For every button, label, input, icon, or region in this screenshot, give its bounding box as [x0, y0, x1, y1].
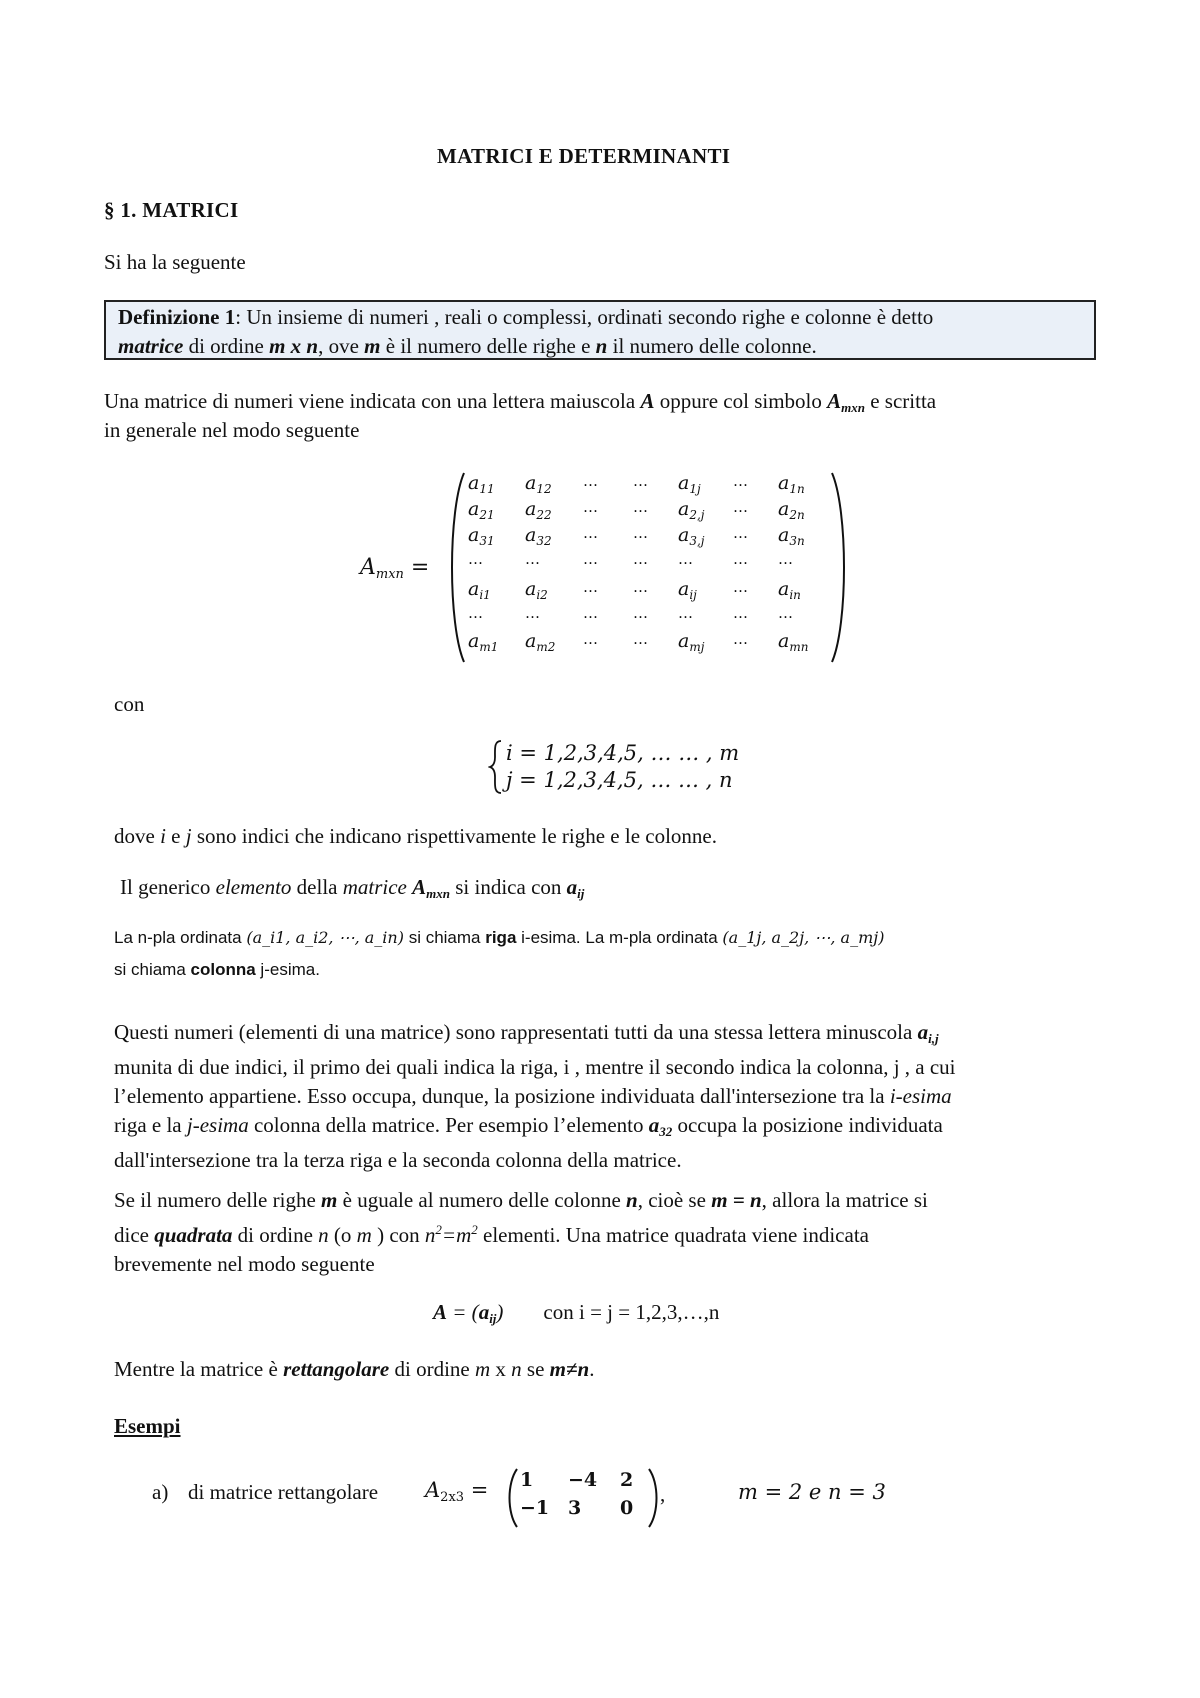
p4-text-b: si chiama — [403, 928, 486, 947]
definition-line-1 — [118, 303, 1082, 332]
matrix-cell: $a_{2,j}$ — [678, 498, 705, 522]
matrix-label-sub: mxn — [375, 567, 404, 582]
p1-Amxn-sub: mxn — [841, 400, 865, 415]
examples-heading: Esempi — [114, 1414, 181, 1438]
index-j-range: j = 1,2,3,4,5, … … , n — [506, 768, 733, 792]
example-a-sub: 2x3 — [440, 1490, 465, 1505]
definition-text-2b: , ove — [318, 334, 365, 358]
p7-rettangolare: rettangolare — [283, 1357, 390, 1381]
matrix-cell: … — [583, 498, 598, 516]
matrix-cell: … — [525, 604, 540, 622]
matrix-cell: $a_{m1}$ — [468, 630, 499, 654]
p4-text-e: j-esima. — [255, 960, 320, 979]
example-matrix-cell: −1 — [520, 1497, 550, 1519]
matrix-cell: $a_{11}$ — [468, 472, 495, 496]
p3-A: A — [412, 875, 427, 899]
definition-m: m — [364, 334, 381, 358]
paragraph-square — [114, 1186, 928, 1279]
square-matrix-formula — [433, 1298, 719, 1333]
matrix-cell: … — [778, 604, 793, 622]
p5-line-4c: colonna della matrice. Per esempio l’elemento — [248, 1113, 649, 1137]
p3-text-b: della — [291, 875, 343, 899]
p6-text-2a: dice — [114, 1223, 155, 1247]
matrix-cell: … — [583, 604, 598, 622]
matrix-cell: $a_{1n}$ — [778, 472, 805, 496]
formula-eq: = ( — [447, 1300, 479, 1324]
p6-text-2c: (o — [328, 1223, 357, 1247]
p7-text-a: Mentre la matrice è — [114, 1357, 284, 1381]
matrix-cell: $a_{ij}$ — [678, 578, 697, 602]
definition-order: m x n — [269, 334, 319, 358]
example-a-condition: m = 2 e n = 3 — [738, 1480, 886, 1504]
p6-m: m — [321, 1188, 338, 1212]
p5-line-4a: riga e la — [114, 1113, 187, 1137]
p4-text-a: La n-pla ordinata — [114, 928, 242, 947]
example-a-matrix — [518, 1467, 648, 1529]
p6-text-1b: è uguale al numero delle colonne — [337, 1188, 627, 1212]
p1-Amxn: A — [827, 389, 842, 413]
p1-text-b: oppure col simbolo — [654, 389, 828, 413]
p7-text-c: se — [521, 1357, 550, 1381]
general-matrix — [468, 470, 828, 665]
matrix-cell: $a_{i1}$ — [468, 578, 491, 602]
definition-text-1: : Un insieme di numeri , reali o complessi, ordinati secondo righe e colonne è detto — [235, 305, 934, 329]
p7-period: . — [589, 1357, 595, 1381]
matrix-cell: … — [733, 578, 748, 596]
matrix-cell: … — [633, 524, 648, 542]
p6-order-m: m — [356, 1223, 372, 1247]
example-a-left-paren — [505, 1467, 519, 1529]
index-brace — [488, 739, 504, 795]
matrix-cell: … — [633, 578, 648, 596]
p5-line-4e: occupa la posizione individuata — [672, 1113, 943, 1137]
matrix-cell: $a_{32}$ — [525, 524, 552, 548]
matrix-cell: … — [583, 550, 598, 568]
matrix-cell: … — [583, 630, 598, 648]
formula-range: con i = j = 1,2,3,…,n — [543, 1300, 720, 1324]
p5-line-2: munita di due indici, il primo dei quali indica la riga, i , mentre il secondo indica la colonna, j , a cui — [114, 1055, 956, 1079]
matrix-cell: … — [733, 524, 748, 542]
p5-line-1: Questi numeri (elementi di una matrice) sono rappresentati tutti da una stessa lettera minuscola — [114, 1020, 918, 1044]
p6-m-eq-n: m = n — [711, 1188, 762, 1212]
matrix-cell: $a_{m2}$ — [525, 630, 556, 654]
p6-text-1c: , cioè se — [637, 1188, 712, 1212]
matrix-cell: $a_{mj}$ — [678, 630, 705, 654]
p2-text-b: e — [165, 824, 186, 848]
p3-aij-sub: ij — [577, 886, 585, 901]
matrix-cell: … — [733, 498, 748, 516]
con-label: con — [114, 692, 145, 716]
p4-row-tuple: (a_i1, a_i2, ⋯, a_in) — [246, 928, 404, 947]
example-a-right-paren — [647, 1467, 661, 1529]
p2-i: i — [160, 824, 166, 848]
p5-i-esima: i-esima — [889, 1084, 952, 1108]
matrix-cell: … — [633, 550, 648, 568]
matrix-label-letter: A — [360, 555, 376, 580]
paragraph-indices — [114, 822, 717, 851]
example-matrix-cell: 2 — [620, 1469, 634, 1491]
matrix-cell: … — [468, 604, 483, 622]
example-matrix-cell: 0 — [620, 1497, 634, 1519]
intro-text: Si ha la seguente — [104, 250, 246, 274]
definition-label: Definizione 1 — [118, 305, 236, 329]
section-heading: § 1. MATRICI — [104, 198, 239, 222]
p4-text-c: i-esima. La m-pla ordinata — [516, 928, 718, 947]
matrix-left-paren — [444, 470, 468, 665]
formula-a-sub: ij — [489, 1311, 497, 1326]
example-a-letter: A — [425, 1478, 441, 1502]
p4-text-d: si chiama — [114, 960, 191, 979]
example-a-name — [425, 1478, 488, 1505]
definition-text-2a: di ordine — [183, 334, 270, 358]
p4-riga: riga — [485, 928, 517, 947]
p6-n2: n — [424, 1223, 436, 1247]
example-a-text: di matrice rettangolare — [188, 1480, 379, 1504]
matrix-cell: … — [733, 472, 748, 490]
paragraph-notation-line-2: in generale nel modo seguente — [104, 418, 360, 442]
paragraph-tuples-line-2 — [114, 960, 320, 980]
matrix-cell: … — [468, 550, 483, 568]
p5-j-esima: j-esima — [186, 1113, 249, 1137]
matrix-cell: $a_{31}$ — [468, 524, 495, 548]
matrix-cell: $a_{mn}$ — [778, 630, 809, 654]
p2-j: j — [185, 824, 192, 848]
p6-text-2b: di ordine — [232, 1223, 319, 1247]
matrix-cell: $a_{22}$ — [525, 498, 552, 522]
p1-text-c: e scritta — [864, 389, 937, 413]
matrix-equals: = — [403, 555, 430, 580]
p6-text-2e: elementi. Una matrice quadrata viene indicata — [477, 1223, 869, 1247]
p5-aij-sub: i,j — [928, 1031, 939, 1046]
example-matrix-cell: 3 — [568, 1497, 582, 1519]
matrix-cell: $a_{3,j}$ — [678, 524, 705, 548]
paragraph-generic-element — [120, 873, 584, 908]
definition-word-matrice: matrice — [118, 334, 184, 358]
p3-A-sub: mxn — [426, 886, 450, 901]
p6-m2-sup: 2 — [471, 1222, 478, 1237]
p3-text-d: si indica con — [450, 875, 567, 899]
p3-matrice: matrice — [342, 875, 407, 899]
p6-eq-m2: =m — [441, 1223, 472, 1247]
p6-quadrata: quadrata — [154, 1223, 233, 1247]
matrix-cell: … — [633, 630, 648, 648]
p4-col-tuple: (a_1j, a_2j, ⋯, a_mj) — [722, 928, 885, 947]
p1-text-a: Una matrice di numeri viene indicata con una lettera maiuscola — [104, 389, 641, 413]
matrix-cell: … — [583, 472, 598, 490]
example-matrix-cell: −4 — [568, 1469, 598, 1491]
p6-order-n: n — [318, 1223, 329, 1247]
p7-x: x — [490, 1357, 512, 1381]
p3-text-a: Il generico — [120, 875, 216, 899]
matrix-cell: … — [733, 604, 748, 622]
p3-aij: a — [566, 875, 578, 899]
matrix-label — [360, 555, 429, 582]
p2-text-a: dove — [114, 824, 161, 848]
example-a-comma: , — [660, 1482, 666, 1506]
p5-a32-sub: 32 — [659, 1124, 673, 1139]
matrix-cell: … — [733, 630, 748, 648]
index-i-range: i = 1,2,3,4,5, … … , m — [506, 741, 740, 765]
p2-text-c: sono indici che indicano rispettivamente le righe e le colonne. — [191, 824, 718, 848]
p6-n2-sup: 2 — [435, 1222, 442, 1237]
matrix-cell: … — [733, 550, 748, 568]
example-a-label: a) — [152, 1480, 169, 1504]
p7-m-neq-n: m≠n — [549, 1357, 590, 1381]
formula-a: a — [478, 1300, 490, 1324]
matrix-cell: $a_{3n}$ — [778, 524, 805, 548]
p3-elemento: elemento — [215, 875, 292, 899]
matrix-right-paren — [828, 470, 852, 665]
matrix-cell: … — [583, 524, 598, 542]
p5-line-5: dall'intersezione tra la terza riga e la seconda colonna della matrice. — [114, 1148, 682, 1172]
p5-a32: a — [648, 1113, 660, 1137]
definition-text-2c: è il numero delle righe e — [380, 334, 596, 358]
p6-text-1d: , allora la matrice si — [761, 1188, 928, 1212]
p6-n: n — [626, 1188, 638, 1212]
p6-text-3: brevemente nel modo seguente — [114, 1252, 375, 1276]
matrix-cell: … — [678, 604, 693, 622]
p7-n: n — [511, 1357, 522, 1381]
p5-aij: a — [917, 1020, 929, 1044]
matrix-cell: … — [678, 550, 693, 568]
matrix-cell: $a_{2n}$ — [778, 498, 805, 522]
matrix-cell: … — [778, 550, 793, 568]
definition-n: n — [595, 334, 608, 358]
matrix-cell: … — [633, 498, 648, 516]
formula-close: ) — [496, 1300, 504, 1324]
matrix-cell: … — [633, 604, 648, 622]
p6-text-2d: ) con — [371, 1223, 425, 1247]
p1-A: A — [640, 389, 655, 413]
paragraph-rectangular — [114, 1355, 594, 1384]
p5-line-3a: l’elemento appartiene. Esso occupa, dunque, la posizione individuata dall'intersezione tra la — [114, 1084, 890, 1108]
formula-A: A — [433, 1300, 448, 1324]
matrix-cell: … — [633, 472, 648, 490]
matrix-cell: … — [583, 578, 598, 596]
matrix-cell: $a_{in}$ — [778, 578, 801, 602]
matrix-cell: $a_{i2}$ — [525, 578, 548, 602]
matrix-cell: $a_{21}$ — [468, 498, 495, 522]
paragraph-tuples-line-1 — [114, 928, 884, 948]
definition-box — [104, 300, 1096, 360]
definition-text-2d: il numero delle colonne. — [607, 334, 817, 358]
p6-text-1a: Se il numero delle righe — [114, 1188, 322, 1212]
page-title: MATRICI E DETERMINANTI — [437, 144, 731, 168]
example-matrix-cell: 1 — [520, 1469, 534, 1491]
definition-line-2 — [118, 332, 1082, 361]
example-a-equals: = — [464, 1478, 489, 1502]
paragraph-elements — [114, 1018, 956, 1175]
matrix-cell: $a_{1j}$ — [678, 472, 701, 496]
matrix-cell: … — [525, 550, 540, 568]
p7-m: m — [474, 1357, 491, 1381]
p4-colonna: colonna — [190, 960, 256, 979]
matrix-cell: $a_{12}$ — [525, 472, 552, 496]
p7-text-b: di ordine — [389, 1357, 475, 1381]
